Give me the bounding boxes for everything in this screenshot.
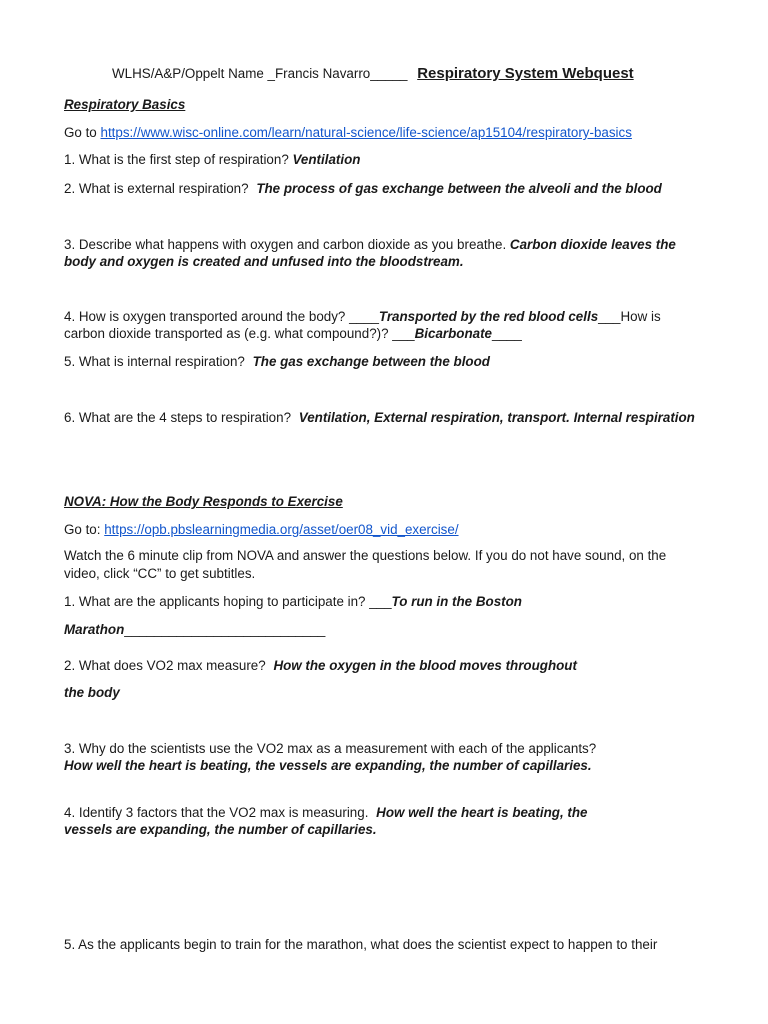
question-text: 4. Identify 3 factors that the VO2 max is measuring. [64,805,369,820]
question-text: 4. How is oxygen transported around the body? ____ [64,309,379,324]
question-text: How is [620,309,661,324]
question-text: 2. What is external respiration? [64,181,249,196]
answer-text: How the oxygen in the blood moves throughout [273,658,577,673]
question-text: 1. What are the applicants hoping to participate in? ___ [64,594,392,609]
question-text: 3. Describe what happens with oxygen and carbon dioxide as you breathe. [64,237,507,252]
answer-text: Bicarbonate [414,326,492,341]
s1-question-5 [64,353,490,370]
answer-text: Carbon dioxide leaves the [509,237,676,252]
s2-question-3: 3. Why do the scientists use the VO2 max as a measurement with each of the applicants? [64,741,597,756]
instructions-line-1: Watch the 6 minute clip from NOVA and answer the questions below. If you do not have sound, on the [64,548,667,563]
respiratory-basics-link[interactable]: https://www.wisc-online.com/learn/natural-science/life-science/ap15104/respiratory-basics [100,125,632,140]
s2-question-3-answer: How well the heart is beating, the vessels are expanding, the number of capillaries. [64,758,592,773]
go-to-line-2 [64,521,459,538]
answer-text: Ventilation [292,152,361,167]
answer-text: The process of gas exchange between the alveoli and the blood [256,181,662,196]
document-header [112,65,634,82]
section-heading-respiratory-basics: Respiratory Basics [64,97,186,112]
s1-question-3 [64,236,676,253]
s2-question-1 [64,593,522,610]
s2-question-1-continued [64,621,325,638]
answer-blank: ____ [492,326,522,341]
question-text: 5. What is internal respiration? [64,354,245,369]
s1-question-1 [64,151,360,168]
go-to-line-1 [64,124,632,141]
section-heading-nova: NOVA: How the Body Responds to Exercise [64,494,343,509]
s2-question-4-answer-continued: vessels are expanding, the number of capillaries. [64,822,377,837]
s1-question-2 [64,180,662,197]
question-text: 6. What are the 4 steps to respiration? [64,410,292,425]
page-title: Respiratory System Webquest [417,65,634,82]
s2-question-2-answer-continued: the body [64,685,120,700]
answer-text: The gas exchange between the blood [252,354,490,369]
answer-text: Transported by the red blood cells [378,309,599,324]
nova-video-link[interactable]: https://opb.pbslearningmedia.org/asset/oer08_vid_exercise/ [104,522,459,537]
course-name-line: WLHS/A&P/Oppelt Name _Francis Navarro_____ [112,66,408,81]
question-text: 1. What is the first step of respiration? [64,152,289,167]
go-to-label: Go to [64,125,97,140]
s1-question-4 [64,308,661,325]
go-to-label: Go to: [64,522,101,537]
answer-blank: ___ [598,309,621,324]
answer-text: How well the heart is beating, the [376,805,588,820]
question-text: 2. What does VO2 max measure? [64,658,266,673]
s2-question-4 [64,804,587,821]
s1-question-4-continued [64,325,522,342]
s2-question-2 [64,657,577,674]
question-text: carbon dioxide transported as (e.g. what compound?)? ___ [64,326,415,341]
s1-question-3-answer-continued: body and oxygen is created and unfused into the bloodstream. [64,254,464,269]
answer-text: Marathon [64,622,125,637]
answer-blank: ___________________________ [124,622,326,637]
s1-question-6 [64,409,695,426]
answer-text: Ventilation, External respiration, transport. Internal respiration [298,410,695,425]
instructions-line-2: video, click “CC” to get subtitles. [64,566,256,581]
s2-question-5: 5. As the applicants begin to train for the marathon, what does the scientist expect to happen to their [64,937,658,952]
answer-text: To run in the Boston [391,594,522,609]
